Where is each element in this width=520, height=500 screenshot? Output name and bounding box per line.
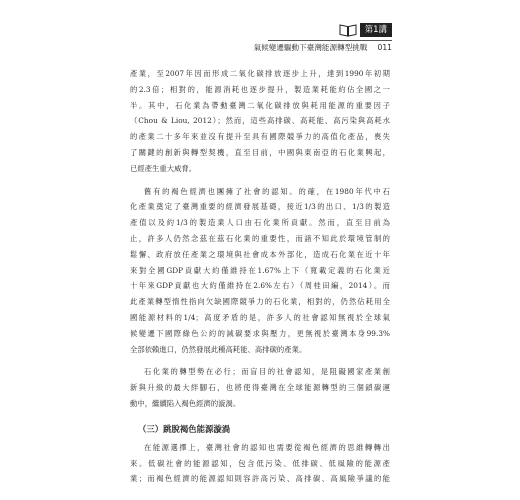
text-line: 十年來GDP貢獻也大約僅維持在2.6%左右）（周桂田編，2014）。而 [130,281,390,291]
text-line: 產值以及約1/3的製造業人口由石化業所貢獻。然而，直至目前為 [130,218,390,228]
paragraph-2 [130,184,390,358]
text-line: 止，許多人仍然念茲在茲石化業的重要性，而諸不知此於環境管制的 [130,233,390,243]
body-text [130,66,390,487]
paragraph-3 [130,364,390,411]
section-heading: （三）跳脫褐色能源漩渦 [138,423,231,434]
text-line: 產業，至2007年因而形成二氧化碳排放逐步上升，達到1990年初期 [130,69,390,78]
text-line: 此產業轉型惰性指向欠缺國際競爭力的石化業，相對的，仍然佔耗用全 [130,297,390,307]
text-line: 全部依賴進口，仍然發展此種高耗能、高排碳的產業。 [130,344,307,354]
text-line: 國能源材料的1/4；高度矛盾的是，許多人的社會認知無視於全球氣 [130,312,390,322]
text-line: 石化業的轉型勢在必行；而盲目的社會認知，是阻礙國家產業創 [144,367,390,377]
text-line: 候變遷下國際綠色公約的減碳要求與壓力，更無視於臺灣本身99.3% [130,328,390,338]
running-header [254,42,392,53]
text-line: 新與升級的最大絆腳石，也將使得臺灣在全球能源轉型的三個鎖碳運 [130,383,390,393]
running-title: 氣候變遷驅動下臺灣能源轉型挑戰 [253,43,368,52]
open-book-icon [339,23,357,37]
text-line: 來對全國GDP貢獻大約僅維持在1.67%上下（寬載定義的石化業近 [130,265,390,275]
text-line: 動中，繼續陷入褐色經濟的漩渦。 [130,398,241,408]
paragraph-4 [130,440,390,487]
header-rule [268,40,392,41]
text-line: （Chou & Liou, 2012）；然而，這些高排碳、高耗能、高污染與高耗水 [130,116,390,126]
paragraph-1 [130,66,390,177]
text-line: 已經產生重大威脅。 [130,163,197,173]
page-number: 011 [377,43,392,52]
text-line: 化產業奠定了臺灣重要的經濟發展基礎，接近1/3的出口、1/3的製造 [130,202,390,212]
chapter-row [254,22,392,38]
page-header [254,22,392,53]
text-line: 舊有的褐色經濟也團擁了社會的認知。的確，在1980年代中石 [144,186,390,196]
text-line: 鬆懈、政府放任產業之環境與社會成本外部化，造成石化業在近十年 [130,249,390,259]
text-line: 在能源選擇上，臺灣社會的認知也需要從褐色經濟的思維轉轉出 [144,442,390,452]
text-line: 業；而褐色經濟的能源認知則容許高污染、高排碳、高風險爭議的能 [130,474,390,484]
text-line: 半。其中，石化業為帶動臺灣二氧化碳排放與耗用能源的重要因子 [130,100,390,110]
chapter-badge: 第1講 [360,23,392,37]
text-line: 的產業二十多年來並沒有提升至具有國際競爭力的高值化產品，喪失 [130,132,390,142]
text-line: 的2.3倍；相對的，能源消耗也逐步提升，製造業耗能約佔全國之一 [130,84,390,94]
text-line: 來。低碳社會的能源認知，包含低污染、低排碳、低風險的能源產 [130,458,390,468]
text-line: 了關鍵的創新與轉型契機，直至目前，中國與東南亞的石化業興起， [130,147,390,157]
